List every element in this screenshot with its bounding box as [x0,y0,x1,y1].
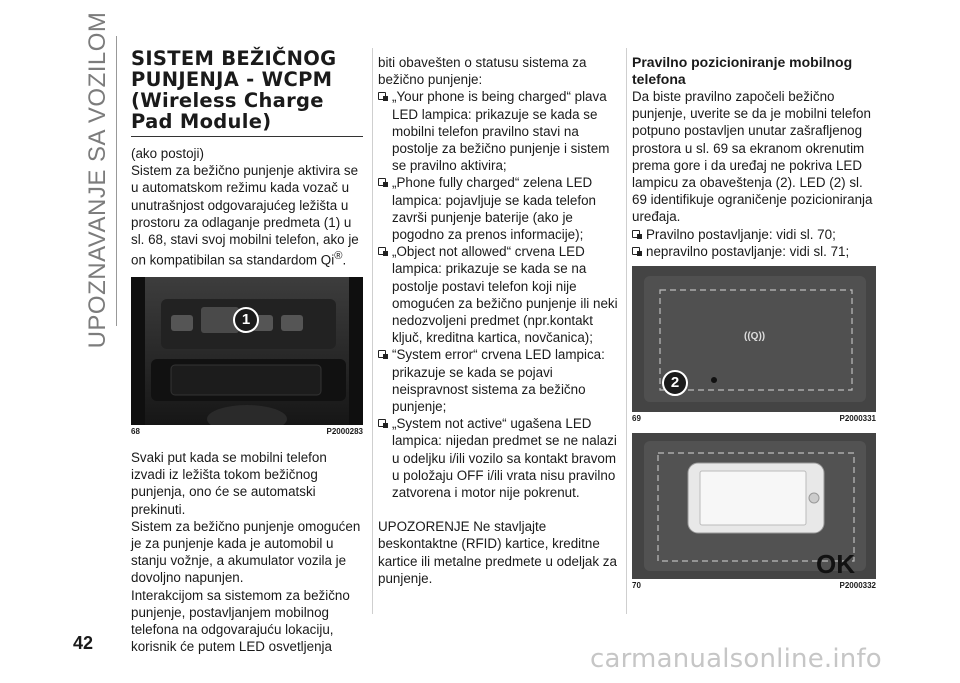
console-photo-illustration [131,277,363,425]
figure-70 [632,433,876,592]
ok-label: OK [816,549,855,580]
page-number: 42 [73,633,94,653]
title-underline [131,136,363,137]
paragraph-enabled: Sistem za bežično punjenje omogućen je za punjenje kada je automobil u stanju vožnje, a akumulator vozila je dovoljno napunjen. [131,518,361,586]
figure-69-caption: 69 P2000331 [632,414,876,424]
bullet-incorrect-placement: nepravilno postavljanje: vidi sl. 71; [632,243,876,260]
figure-69 [632,266,876,425]
paragraph-interaction: Interakcijom sa sistemom za bežično punjenje, postavljanjem mobilnog telefona na odgovarajuću lokaciju, korisnik će putem LED osvetljenja [131,587,350,655]
paragraph-activation: Sistem za bežično punjenje aktivira se u automatskom režimu kada vozač u unutrašnjost odgovarajućeg ležišta u prostoru za odlaganje predmeta (1) u sl. 68, stavi svoj mobilni telefon, ako je on kompatibilan sa standardom Qi®. [131,163,359,268]
figure-68-caption: 68 P2000283 [131,426,363,436]
warning-note: UPOZORENJE Ne stavljajte beskontaktne (RFID) kartice, kreditne kartice ili metalne predmete u odeljak za punjenje. [378,519,617,586]
wireless-charge-icon: ((Q)) [744,331,766,343]
column-3 [632,54,876,592]
positioning-paragraph: Da biste pravilno započeli bežično punjenje, uverite se da je mobilni telefon potpuno postavljen unutar zašrafljenog prostora u sl. 69 sa ekranom okrenutim prema gore i da uređaj ne pokriva LED lampicu za obaveštenja (2). LED (2) sl. 69 identifikuje ograničenje pozicioniranja uređaja. [632,89,873,225]
bullet-charging: „Your phone is being charged“ plava LED lampica: prikazuje se kada se mobilni telefon pravilno stavi na postolje za bežično punjenje i sistem se pravilno aktivira; [378,88,618,174]
figure-69-photo [632,266,876,412]
column-divider-1 [372,48,373,614]
bullet-object-not-allowed: „Object not allowed“ crvena LED lampica: prikazuje se kada se na postolje postavi telefon koji nije omogućen za bežično punjenje ili neki nedozvoljeni predmet (npr.kontakt ključ, kreditna kartica, novčanica); [378,243,618,346]
status-intro: biti obavešten o statusu sistema za bežično punjenje: [378,55,587,88]
availability-note: (ako postoji) [131,146,204,161]
figure-68 [131,277,363,438]
watermark: carmanualsonline.info [590,644,882,674]
callout-1: 1 [233,307,259,333]
paragraph-removal: Svaki put kada se mobilni telefon izvadi iz ležišta tokom bežičnog punjenja, ono će se automatski prekinuti. [131,449,327,517]
side-title-text: UPOZNAVANJE SA VOZILOM [84,11,111,349]
side-rule [116,36,117,326]
column-1 [131,48,363,655]
positioning-heading: Pravilno pozicioniranje mobilnog telefona [632,54,853,87]
bullet-system-error: “System error“ crvena LED lampica: prikazuje se kada se pojavi neispravnost sistema za bežično punjenje; [378,346,618,415]
bullet-fully-charged: „Phone fully charged“ zelena LED lampica: pojavljuje se kada telefon završi punjenje baterije (ako je pogodno za prenos informacije); [378,174,618,243]
section-title: SISTEM BEŽIČNOG PUNJENJA - WCPM (Wireless Charge Pad Module) [131,47,337,133]
column-2 [378,54,618,587]
figure-68-photo [131,277,363,425]
side-section-title [78,11,118,349]
figure-70-caption: 70 P2000332 [632,581,876,591]
bullet-correct-placement: Pravilno postavljanje: vidi sl. 70; [632,226,876,243]
bullet-system-not-active: „System not active“ ugašena LED lampica: nijedan predmet se ne nalazi u odeljku i/ili vozilo sa kontakt bravom u položaju OFF i/ili vrata nisu pravilno zatvorena i motor nije pokrenut. [378,415,618,501]
column-divider-2 [626,48,627,614]
figure-70-photo [632,433,876,579]
callout-2: 2 [662,370,688,396]
